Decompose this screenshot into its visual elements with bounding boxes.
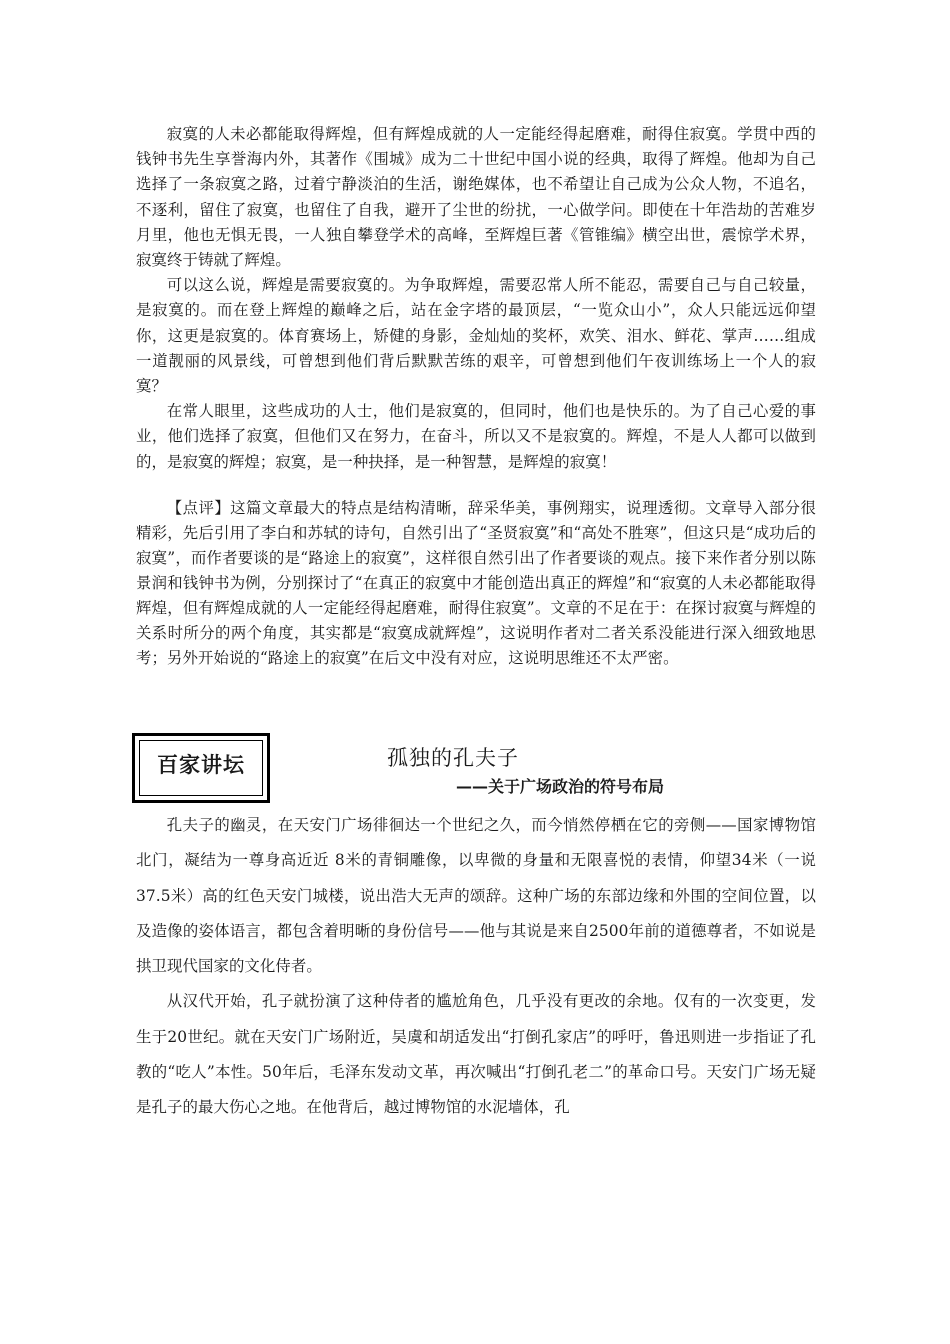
essay-paragraph: 可以这么说，辉煌是需要寂寞的。为争取辉煌，需要忍常人所不能忍，需要自己与自己较量，是寂寞的。而在登上辉煌的巅峰之后，站在金字塔的最顶层，“一览众山小”，众人只能远远仰望你，这更是寂寞的。体育赛场上，矫健的身影，金灿灿的奖杯，欢笑、泪水、鲜花、掌声……组成一道靓丽的风景线，可曾想到他们背后默默苦练的艰辛，可曾想到他们午夜训练场上一个人的寂寞？: [136, 276, 816, 396]
article-body: [136, 808, 816, 1126]
essay-paragraph: 在常人眼里，这些成功的人士，他们是寂寞的，但同时，他们也是快乐的。为了自己心爱的事业，他们选择了寂寞，但他们又在努力，在奋斗，所以又不是寂寞的。辉煌，不是人人都可以做到的，是寂寞的辉煌；寂寞，是一种抉择，是一种智慧，是辉煌的寂寞！: [136, 402, 816, 471]
article-subtitle: ——关于广场政治的符号布局: [456, 777, 665, 796]
article-paragraph: 孔夫子的幽灵，在天安门广场徘徊达一个世纪之久，而今悄然停栖在它的旁侧——国家博物馆北门，凝结为一尊身高近近 8米的青铜雕像，以卑微的身量和无限喜悦的表情，仰望34米（一说37.5米）高的红色天安门城楼，说出浩大无声的颂辞。这种广场的东部边缘和外围的空间位置，以及造像的姿体语言，都包含着明晰的身份信号——他与其说是来自2500年前的道德尊者，不如说是拱卫现代国家的文化侍者。: [136, 816, 816, 976]
column-label: 百家讲坛: [157, 753, 245, 777]
article-title: 孤独的孔夫子: [387, 746, 519, 770]
essay-section: [136, 122, 816, 475]
column-label-box: [132, 733, 270, 803]
comment-section: [136, 496, 816, 671]
article-paragraph: 从汉代开始，孔子就扮演了这种侍者的尴尬角色，几乎没有更改的余地。仅有的一次变更，发生于20世纪。就在天安门广场附近，吴虞和胡适发出“打倒孔家店”的呼吁，鲁迅则进一步指证了孔教的“吃人”本性。50年后，毛泽东发动文革，再次喊出“打倒孔老二”的革命口号。天安门广场无疑是孔子的最大伤心之地。在他背后，越过博物馆的水泥墙体，孔: [136, 992, 816, 1117]
comment-paragraph: 【点评】这篇文章最大的特点是结构清晰，辞采华美，事例翔实，说理透彻。文章导入部分很精彩，先后引用了李白和苏轼的诗句，自然引出了“圣贤寂寞”和“高处不胜寒”，但这只是“成功后的寂寞”，而作者要谈的是“路途上的寂寞”，这样很自然引出了作者要谈的观点。接下来作者分别以陈景润和钱钟书为例，分别探讨了“在真正的寂寞中才能创造出真正的辉煌”和“寂寞的人未必都能取得辉煌，但有辉煌成就的人一定能经得起磨难，耐得住寂寞”。文章的不足在于：在探讨寂寞与辉煌的关系时所分的两个角度，其实都是“寂寞成就辉煌”，这说明作者对二者关系没能进行深入细致地思考；另外开始说的“路途上的寂寞”在后文中没有对应，这说明思维还不太严密。: [136, 499, 816, 667]
essay-paragraph: 寂寞的人未必都能取得辉煌，但有辉煌成就的人一定能经得起磨难，耐得住寂寞。学贯中西的钱钟书先生享誉海内外，其著作《围城》成为二十世纪中国小说的经典，取得了辉煌。他却为自己选择了一条寂寞之路，过着宁静淡泊的生活，谢绝媒体，也不希望让自己成为公众人物，不追名，不逐利，留住了寂寞，也留住了自我，避开了尘世的纷扰，一心做学问。即使在十年浩劫的苦难岁月里，他也无惧无畏，一人独自攀登学术的高峰，至辉煌巨著《管锥编》横空出世，震惊学术界，寂寞终于铸就了辉煌。: [136, 125, 816, 270]
